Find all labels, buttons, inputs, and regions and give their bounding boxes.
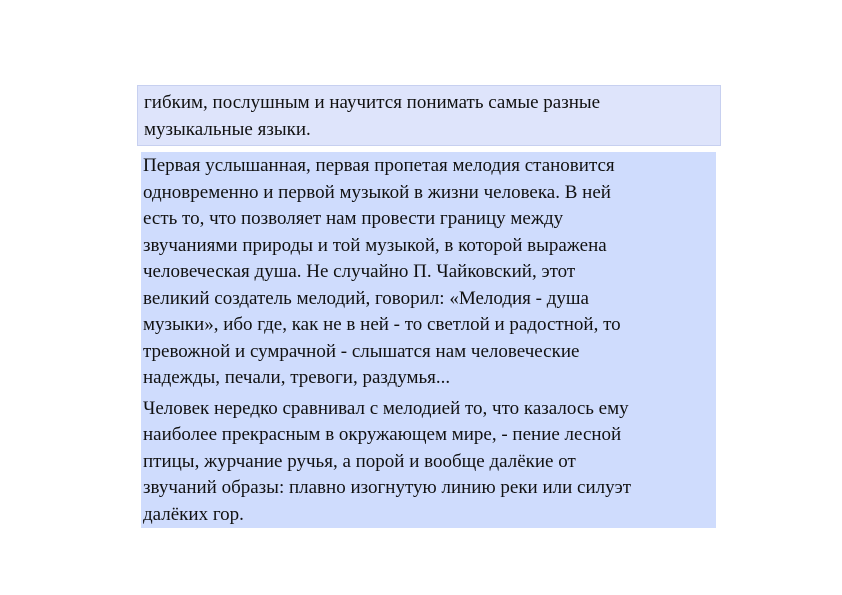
top-paragraph: гибким, послушным и научится понимать самые разные музыкальные языки. [144,92,601,140]
paragraph-melody-comparison: Человек нередко сравнивал с мелодией то, что казалось ему наиболее прекрасным в окружающем мире, - пение лесной птицы, журчание ручья, а порой и вообще далёкие от звучаний образы: плавно изогнутую линию реки или силуэт далёких гор. [143,397,632,525]
paragraph-melody-intro: Первая услышанная, первая пропетая мелодия становится одновременно и первой музыкой в жизни человека. В ней есть то, что позволяет нам провести границу между звучаниями природы и той музыкой, в которой выражена человеческая душа. Не случайно П. Чайковский, этот великий создатель мелодий, говорил: «Мелодия - душа музыки», ибо где, как не в ней - то светлой и радостной, то тревожной и сумрачной - слышатся нам человеческие надежды, печали, тревоги, раздумья... [143,155,621,388]
main-text-box [141,152,716,528]
top-text-box [137,85,721,146]
